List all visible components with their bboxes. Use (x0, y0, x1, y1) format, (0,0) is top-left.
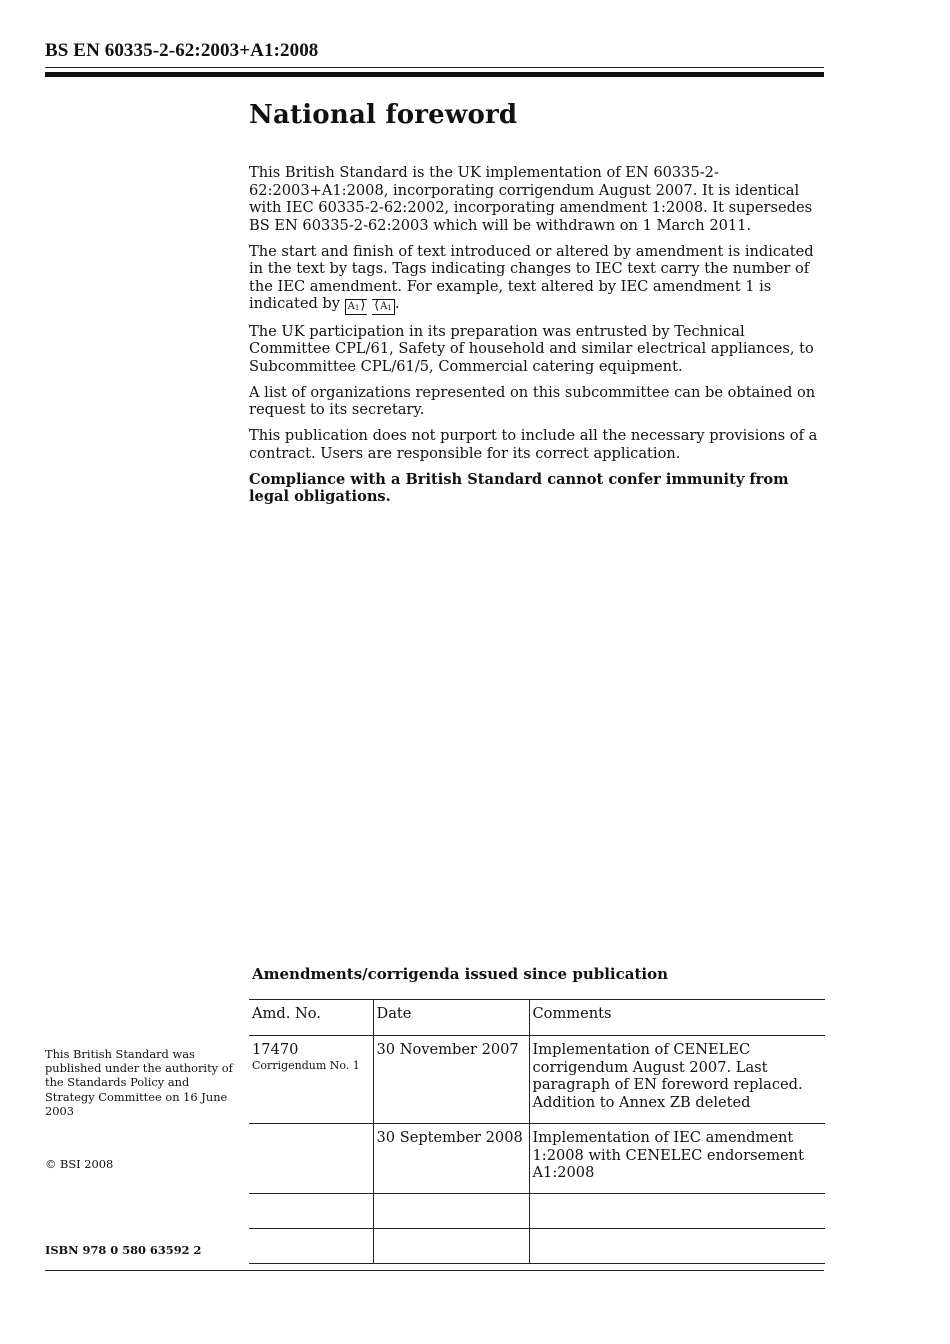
table-row (249, 1036, 825, 1124)
amd-note: Corrigendum No. 1 (252, 1058, 360, 1072)
paragraph-compliance: Compliance with a British Standard cannot confer immunity from legal obligations. (249, 470, 789, 505)
amendments-table (249, 999, 825, 1264)
amendment-tag-open-icon: $A_1$ ⟩ (345, 299, 368, 315)
column-header-amd-no: Amd. No. (249, 1000, 373, 1036)
column-header-date: Date (373, 1000, 529, 1036)
amd-no-cell (249, 1036, 373, 1124)
comments-cell: Implementation of CENELEC corrigendum August 2007. Last paragraph of EN foreword replaced. Addition to Annex ZB deleted (529, 1036, 825, 1124)
paragraph-participation: The UK participation in its preparation was entrusted by Technical Committee CPL/61, Safety of household and similar electrical appliances, to Subcommittee CPL/61/5, Commercial catering equipment. (249, 322, 814, 375)
paragraph-amendment-tags: The start and finish of text introduced or altered by amendment is indicated in the text by tags. Tags indicating changes to IEC text carry the number of the IEC amendment. For example, text altered by IEC amendment 1 is indicated by $A_1$ ⟩ ⟨ $A_1$ . (249, 243, 827, 315)
table-row-empty (249, 1229, 825, 1264)
date-cell: 30 September 2008 (373, 1124, 529, 1194)
paragraph-implementation: This British Standard is the UK implementation of EN 60335-2-62:2003+A1:2008, incorporating corrigendum August 2007. It is identical with IEC 60335-2-62:2002, incorporating amendment 1:2008. It supersedes BS EN 60335-2-62:2003 which will be withdrawn on 1 March 2011. (249, 164, 813, 234)
amd-no-cell (249, 1124, 373, 1194)
comments-cell: Implementation of IEC amendment 1:2008 with CENELEC endorsement A1:2008 (529, 1124, 825, 1194)
paragraph-tags-text: The start and finish of text introduced or altered by amendment is indicated in the text by tags. Tags indicating changes to IEC text carry the number of the IEC amendment. For example, text altered by IEC amendment 1 is indicated by (249, 242, 814, 312)
amd-number: 17470 (252, 1041, 299, 1058)
footer-rule (45, 1270, 824, 1271)
table-header-row (249, 1000, 825, 1036)
isbn: ISBN 978 0 580 63592 2 (45, 1243, 202, 1257)
header-rule-thick (45, 72, 824, 77)
document-id: BS EN 60335-2-62:2003+A1:2008 (45, 40, 319, 61)
copyright: © BSI 2008 (45, 1157, 114, 1171)
paragraph-organizations: A list of organizations represented on this subcommittee can be obtained on request to its secretary. (249, 383, 816, 418)
date-cell: 30 November 2007 (373, 1036, 529, 1124)
amendment-tag-close-icon: ⟨ $A_1$ (372, 299, 395, 315)
header-rule-thin (45, 67, 824, 68)
page-title: National foreword (249, 100, 518, 130)
publication-note: This British Standard was published under the authority of the Standards Policy and Strategy Committee on 16 June 2003 (45, 1047, 233, 1118)
table-row (249, 1124, 825, 1194)
paragraph-provisions: This publication does not purport to include all the necessary provisions of a contract. Users are responsible for its correct application. (249, 427, 818, 462)
foreword-body (249, 164, 827, 514)
column-header-comments: Comments (529, 1000, 825, 1036)
amendments-heading: Amendments/corrigenda issued since publication (252, 965, 668, 983)
table-row-empty (249, 1194, 825, 1229)
